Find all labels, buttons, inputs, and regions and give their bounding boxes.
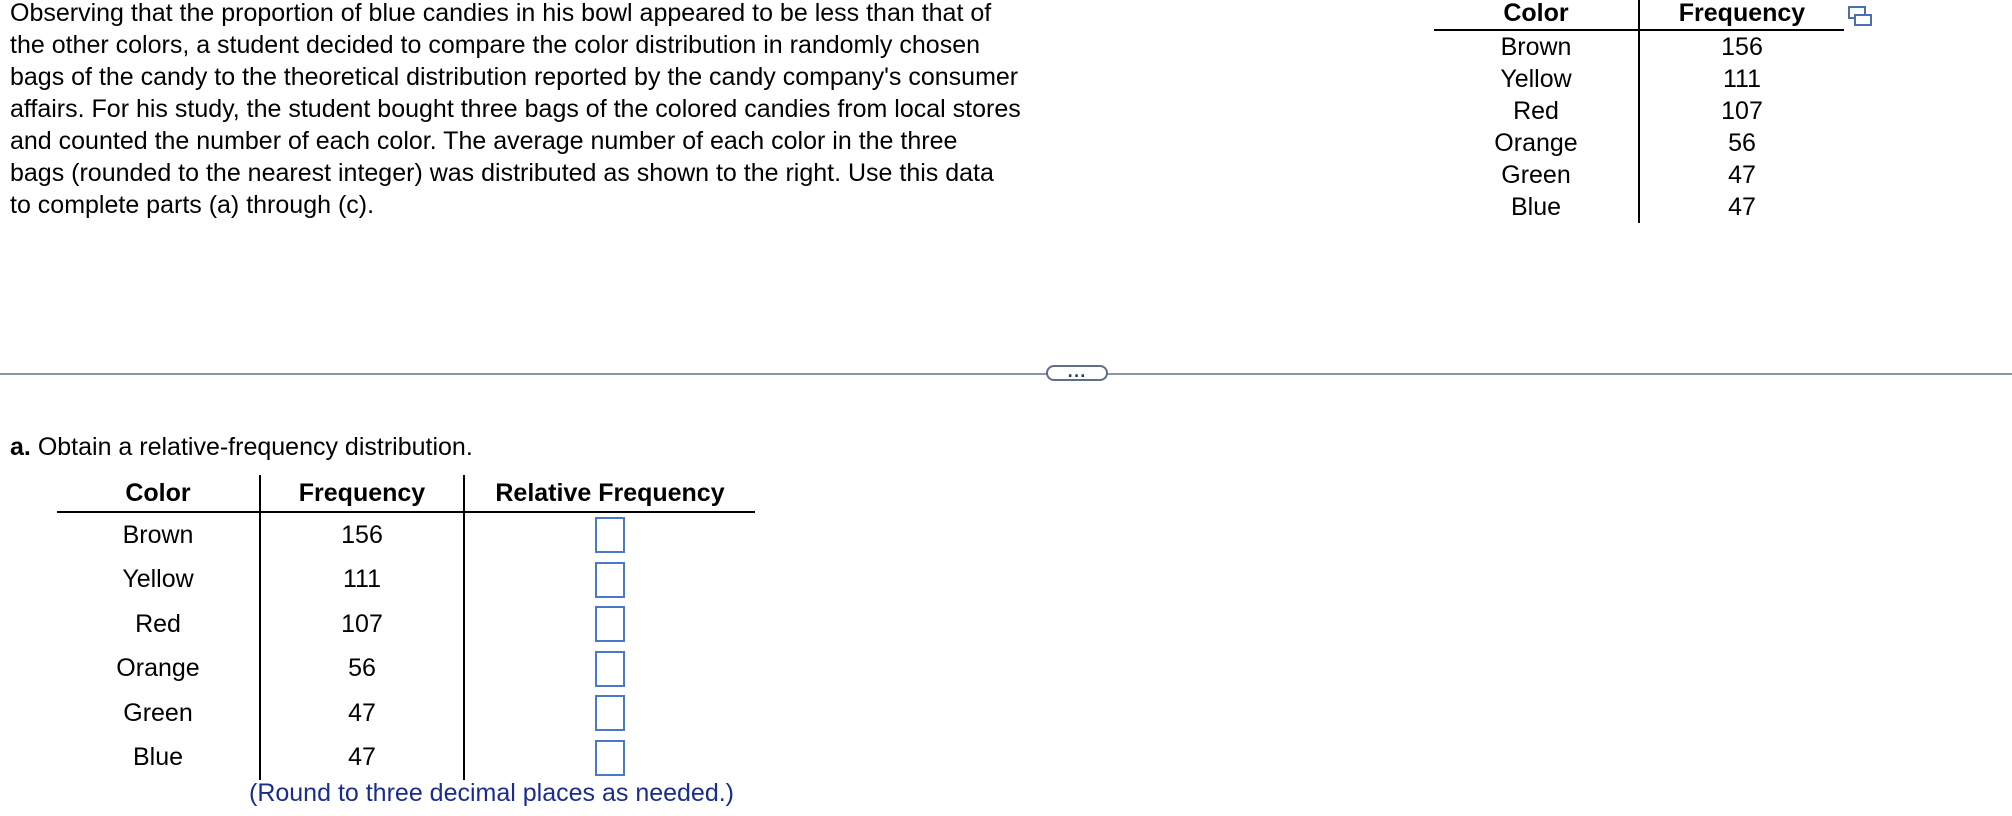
section-divider (0, 373, 2012, 375)
cell-color: Brown (57, 512, 260, 558)
table-row (1434, 127, 1844, 159)
cell-frequency: 156 (260, 512, 464, 558)
cell-color: Brown (1434, 30, 1639, 63)
relative-frequency-input-yellow[interactable] (595, 562, 625, 598)
cell-frequency: 111 (260, 558, 464, 603)
relative-frequency-input-blue[interactable] (595, 740, 625, 776)
popout-icon[interactable] (1847, 5, 1873, 27)
problem-line: Observing that the proportion of blue candies in his bowl appeared to be less than that of (10, 0, 992, 27)
cell-frequency: 111 (1722, 65, 1761, 93)
table-row (1434, 95, 1844, 127)
cell-frequency: 56 (260, 647, 464, 692)
cell-color: Blue (57, 736, 260, 781)
table-row (57, 602, 755, 647)
cell-color: Red (1434, 95, 1639, 127)
cell-frequency: 107 (260, 602, 464, 647)
cell-color: Yellow (1434, 63, 1639, 95)
cell-color: Orange (57, 647, 260, 692)
table-header-row (1434, 0, 1844, 30)
problem-line: to complete parts (a) through (c). (10, 191, 375, 219)
cell-color: Green (57, 691, 260, 736)
cell-frequency: 47 (260, 736, 464, 781)
cell-frequency: 56 (1728, 129, 1756, 157)
header-color: Color (57, 475, 260, 512)
table-row (1434, 191, 1844, 223)
header-relative-frequency: Relative Frequency (464, 475, 755, 512)
table-row (1434, 159, 1844, 191)
cell-color: Green (1434, 159, 1639, 191)
problem-line: the other colors, a student decided to compare the color distribution in randomly chosen (10, 31, 980, 59)
header-frequency: Frequency (260, 475, 464, 512)
header-color: Color (1434, 0, 1639, 30)
table-row (57, 736, 755, 781)
cell-frequency: 47 (1728, 193, 1756, 221)
table-row (57, 512, 755, 558)
cell-color: Red (57, 602, 260, 647)
relative-frequency-table (57, 475, 755, 780)
part-a-label: a. (10, 433, 31, 461)
cell-frequency: 156 (1721, 33, 1763, 61)
header-frequency: Frequency (1639, 0, 1844, 30)
relative-frequency-input-green[interactable] (595, 695, 625, 731)
table-row (1434, 30, 1844, 63)
relative-frequency-input-red[interactable] (595, 606, 625, 642)
cell-frequency: 47 (260, 691, 464, 736)
table-row (57, 691, 755, 736)
part-a-text: Obtain a relative-frequency distribution. (37, 433, 473, 461)
part-a-prompt (10, 431, 473, 463)
table-header-row (57, 475, 755, 512)
problem-line: and counted the number of each color. The average number of each color in the three (10, 127, 958, 155)
problem-line: bags of the candy to the theoretical distribution reported by the candy company's consumer (10, 63, 1019, 91)
expand-divider-button[interactable]: ... (1046, 365, 1108, 381)
cell-color: Blue (1434, 191, 1639, 223)
color-frequency-table (1434, 0, 1844, 223)
relative-frequency-input-brown[interactable] (595, 517, 625, 553)
problem-line: bags (rounded to the nearest integer) was distributed as shown to the right. Use this data (10, 159, 994, 187)
table-row (1434, 63, 1844, 95)
relative-frequency-input-orange[interactable] (595, 651, 625, 687)
table-row (57, 647, 755, 692)
cell-frequency: 107 (1721, 97, 1763, 125)
cell-color: Yellow (57, 558, 260, 603)
problem-line: affairs. For his study, the student bought three bags of the colored candies from local stores (10, 95, 1021, 123)
table-row (57, 558, 755, 603)
rounding-instruction: (Round to three decimal places as needed.) (249, 779, 735, 807)
cell-color: Orange (1434, 127, 1639, 159)
problem-statement (10, 0, 1090, 221)
cell-frequency: 47 (1728, 161, 1756, 189)
